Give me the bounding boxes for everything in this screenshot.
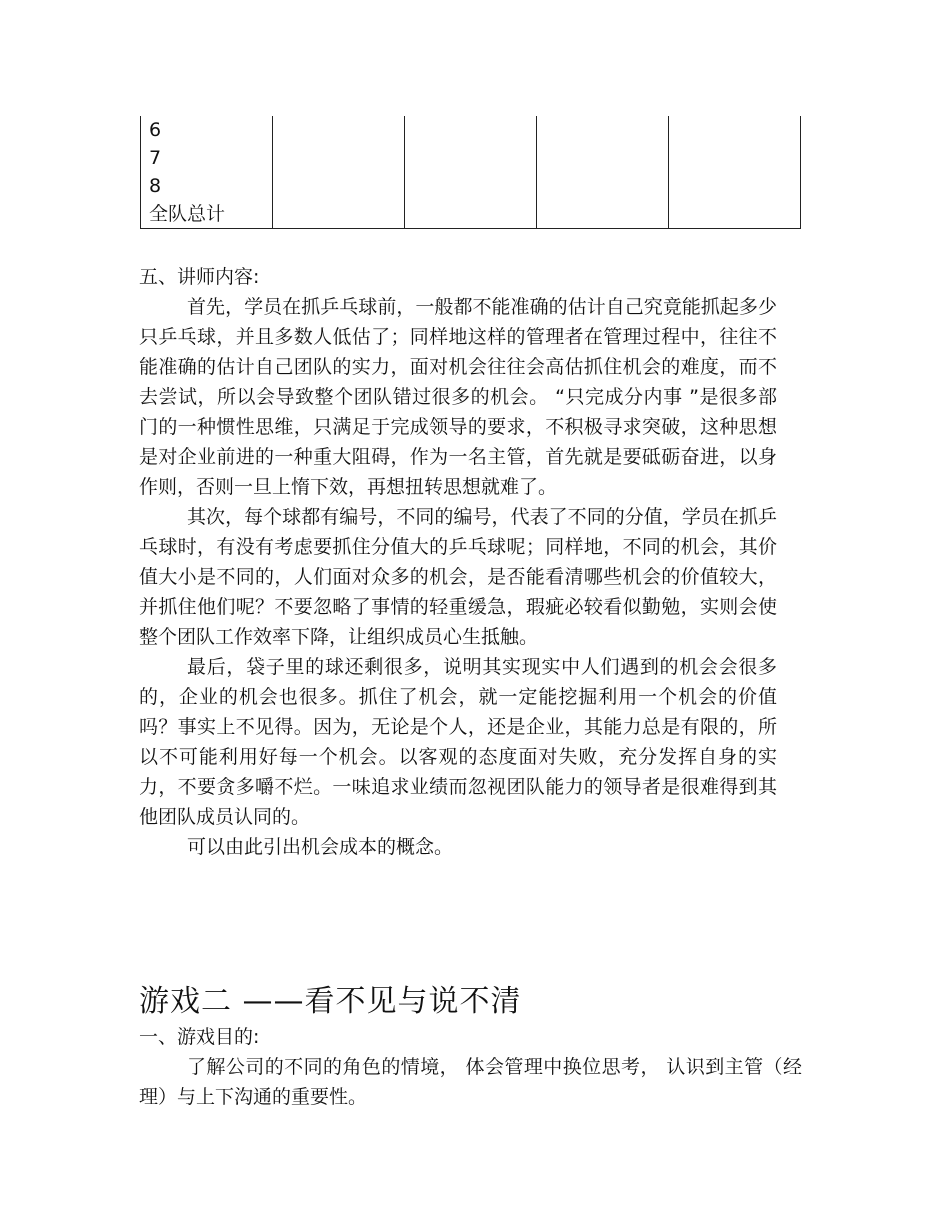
table-cell [669,116,801,144]
paragraph: 其次，每个球都有编号，不同的编号，代表了不同的分值，学员在抓乒乓球时，有没有考虑要抓住分值大的乒乓球呢；同样地，不同的机会，其价值大小是不同的，人们面对众多的机会，是否能看清哪些机会的价值较大， 并抓住他们呢？不要忽略了事情的轻重缓急，瑕疵必较看似勤勉，实则会使整个团队工作效率下降，让组织成员心生抵触。 [139,506,777,648]
instructor-content [139,292,777,862]
table-cell [669,200,801,229]
score-table [140,116,801,229]
table-cell [537,116,669,144]
table-row [141,172,801,200]
row-label: 7 [141,144,273,172]
section-heading: 五、讲师内容: [139,266,260,288]
table-cell [273,144,405,172]
table-row [141,144,801,172]
table-cell [405,144,537,172]
objective-heading: 一、游戏目的: [139,1026,260,1048]
paragraph: 可以由此引出机会成本的概念。 [187,836,454,858]
paragraph: 最后，袋子里的球还剩很多，说明其实现实中人们遇到的机会会很多的，企业的机会也很多。抓住了机会，就一定能挖掘利用一个机会的价值吗？事实上不见得。因为，无论是个人，还是企业，其能力总是有限的，所以不可能利用好每一个机会。以客观的态度面对失败，充分发挥自身的实力，不要贪多嚼不烂。一味追求业绩而忽视团队能力的领导者是很难得到其他团队成员认同的。 [139,656,777,828]
table-row [141,200,801,229]
row-label: 全队总计 [141,200,273,229]
table-cell [273,200,405,229]
table-cell [537,144,669,172]
table-cell [405,172,537,200]
table-cell [669,172,801,200]
objective-content [139,1052,802,1112]
row-label: 6 [141,116,273,144]
table-cell [537,172,669,200]
game-title: 游戏二 ——看不见与说不清 [139,984,522,1019]
table-cell [537,200,669,229]
row-label: 8 [141,172,273,200]
paragraph: 了解公司的不同的角色的情境， 体会管理中换位思考， 认识到主管（经理）与上下沟通的重要性。 [139,1056,802,1108]
table-cell [405,200,537,229]
table-cell [273,116,405,144]
table-cell [405,116,537,144]
paragraph: 首先，学员在抓乒乓球前，一般都不能准确的估计自己究竟能抓起多少只乒乓球，并且多数人低估了；同样地这样的管理者在管理过程中，往往不能准确的估计自己团队的实力，面对机会往往会高估抓住机会的难度，而不去尝试，所以会导致整个团队错过很多的机会。 “只完成分内事 ”是很多部门的一种惯性思维，只满足于完成领导的要求，不积极寻求突破，这种思想是对企业前进的一种重大阻碍，作为一名主管，首先就是要砥砺奋进，以身作则，否则一旦上惰下效，再想扭转思想就难了。 [139,296,777,498]
table-cell [273,172,405,200]
table-cell [669,144,801,172]
table-row [141,116,801,144]
